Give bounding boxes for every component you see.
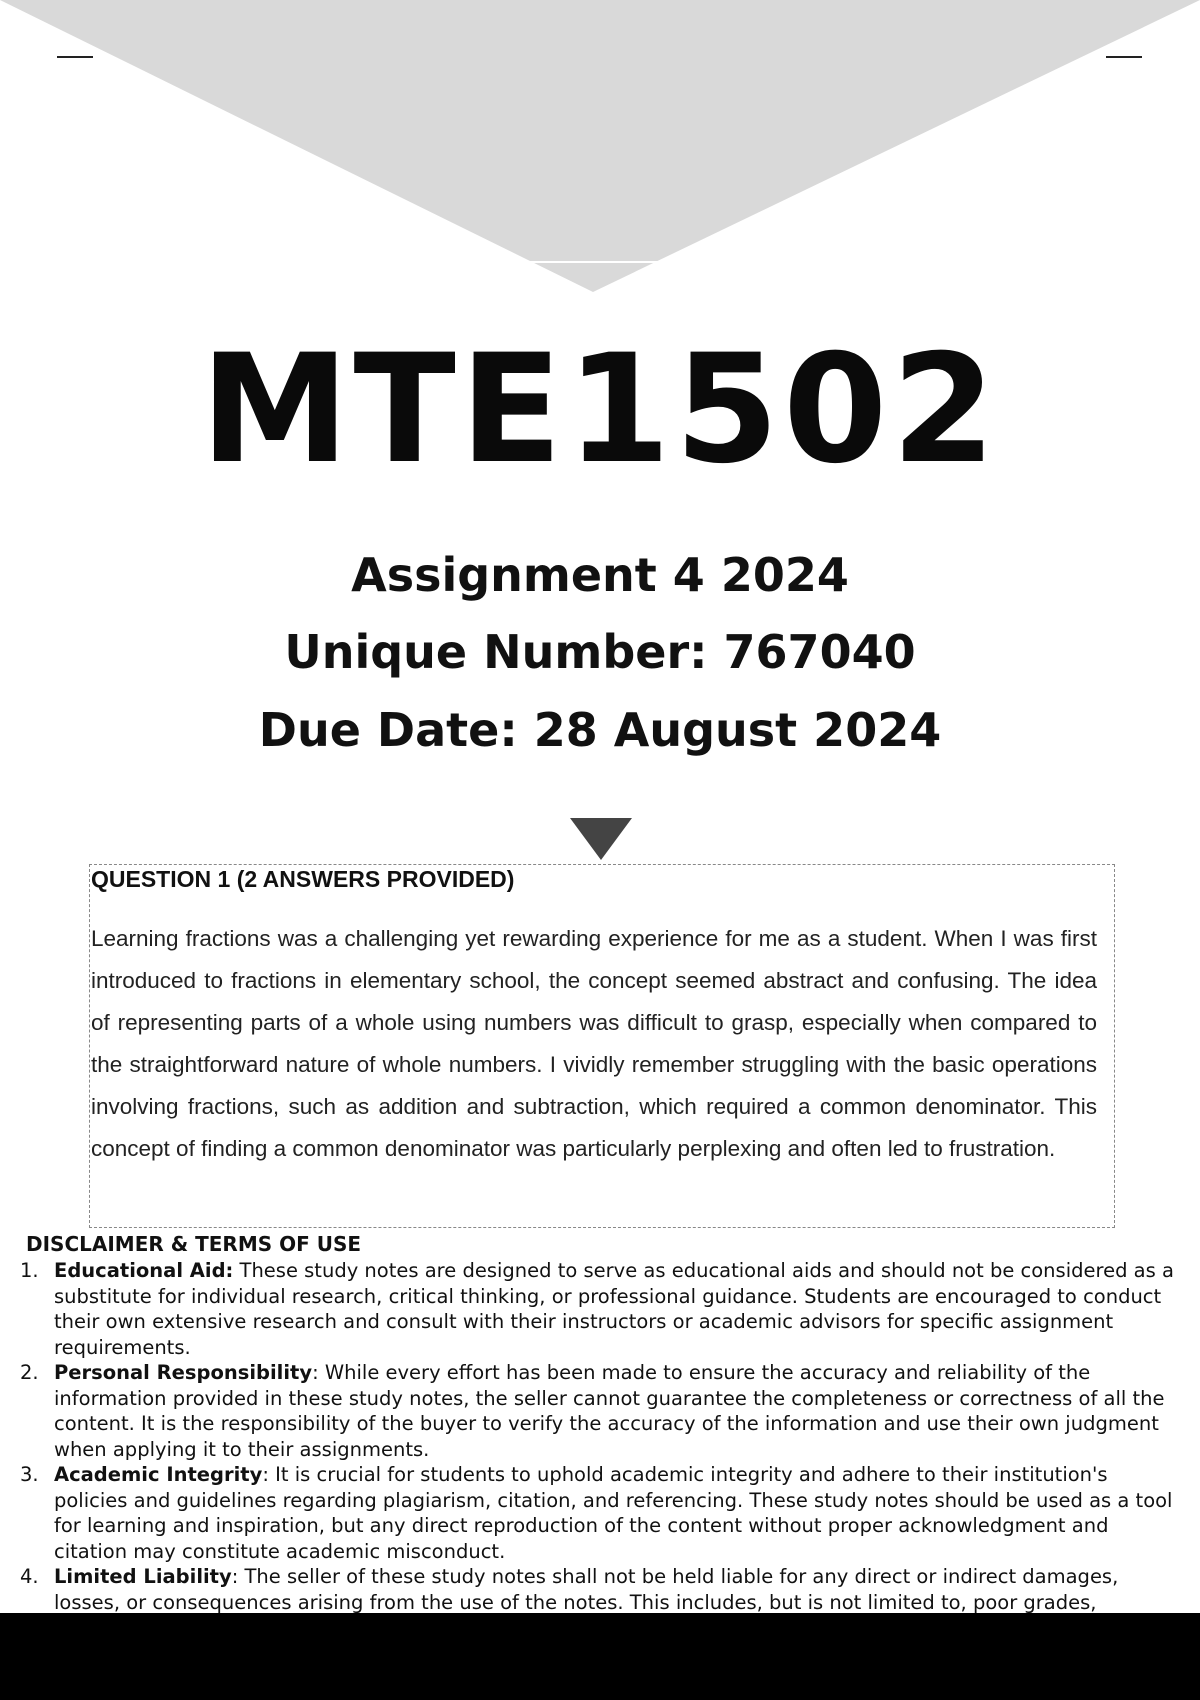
item-text: These study notes are designed to serve as educational aids and should not be considered as a substitute for individual research, critical thinking, or professional guidance. Students are encouraged to conduct their own extensive research and consult with their instructors or academic advisors for specific assignment requirements. xyxy=(54,1259,1174,1359)
right-corner-rule xyxy=(1106,56,1142,58)
item-text: : It is crucial for students to uphold academic integrity and adhere to their institution's policies and guidelines regarding plagiarism, citation, and referencing. These study notes should be used as a tool for learning and inspiration, but any direct reproduction of the content without proper acknowledgment and citation may constitute academic misconduct. xyxy=(54,1463,1173,1563)
item-text: : While every effort has been made to ensure the accuracy and reliability of the information provided in these study notes, the seller cannot guarantee the completeness or correctness of all the content. It is the responsibility of the buyer to verify the accuracy of the information and use their own judgment when applying it to their assignments. xyxy=(54,1361,1165,1461)
due-date: Due Date: 28 August 2024 xyxy=(258,703,942,757)
chevron-shape xyxy=(0,0,1200,292)
bottom-black-bar xyxy=(0,1613,1200,1700)
item-text: : The seller of these study notes shall not be held liable for any direct or indirect damages, losses, or consequences arising from the use of the notes. This includes, but is not limited to, poor grades, xyxy=(54,1565,1119,1614)
disclaimer-heading: DISCLAIMER & TERMS OF USE xyxy=(26,1232,362,1256)
left-corner-rule xyxy=(57,56,93,58)
item-number: 3. xyxy=(20,1463,39,1486)
course-code-title: MTE1502 xyxy=(200,323,1000,497)
item-term: Academic Integrity xyxy=(54,1463,263,1486)
item-number: 2. xyxy=(20,1361,39,1384)
disclaimer-item xyxy=(20,1462,1185,1564)
question-answer-text: Learning fractions was a challenging yet rewarding experience for me as a student. When I was first introduced to fractions in elementary school, the concept seemed abstract and confusing. The idea of representing parts of a whole using numbers was difficult to grasp, especially when compared to the straightforward nature of whole numbers. I vividly remember struggling with the basic operations involving fractions, such as addition and subtraction, which required a common denominator. This concept of finding a common denominator was particularly perplexing and often led to frustration. xyxy=(91,926,1097,1161)
item-number: 1. xyxy=(20,1259,39,1282)
item-term: Personal Responsibility xyxy=(54,1361,313,1384)
header-chevron-banner xyxy=(0,0,1200,300)
disclaimer-list xyxy=(20,1258,1185,1615)
disclaimer-item xyxy=(20,1564,1185,1615)
assignment-label: Assignment 4 2024 xyxy=(351,548,849,602)
disclaimer-item xyxy=(20,1360,1185,1462)
question-title: QUESTION 1 (2 ANSWERS PROVIDED) xyxy=(91,866,515,892)
unique-number: Unique Number: 767040 xyxy=(284,625,916,679)
disclaimer-item xyxy=(20,1258,1185,1360)
item-term: Limited Liability xyxy=(54,1565,232,1588)
item-term: Educational Aid: xyxy=(54,1259,234,1282)
item-number: 4. xyxy=(20,1565,39,1588)
down-arrow-icon xyxy=(570,818,632,862)
